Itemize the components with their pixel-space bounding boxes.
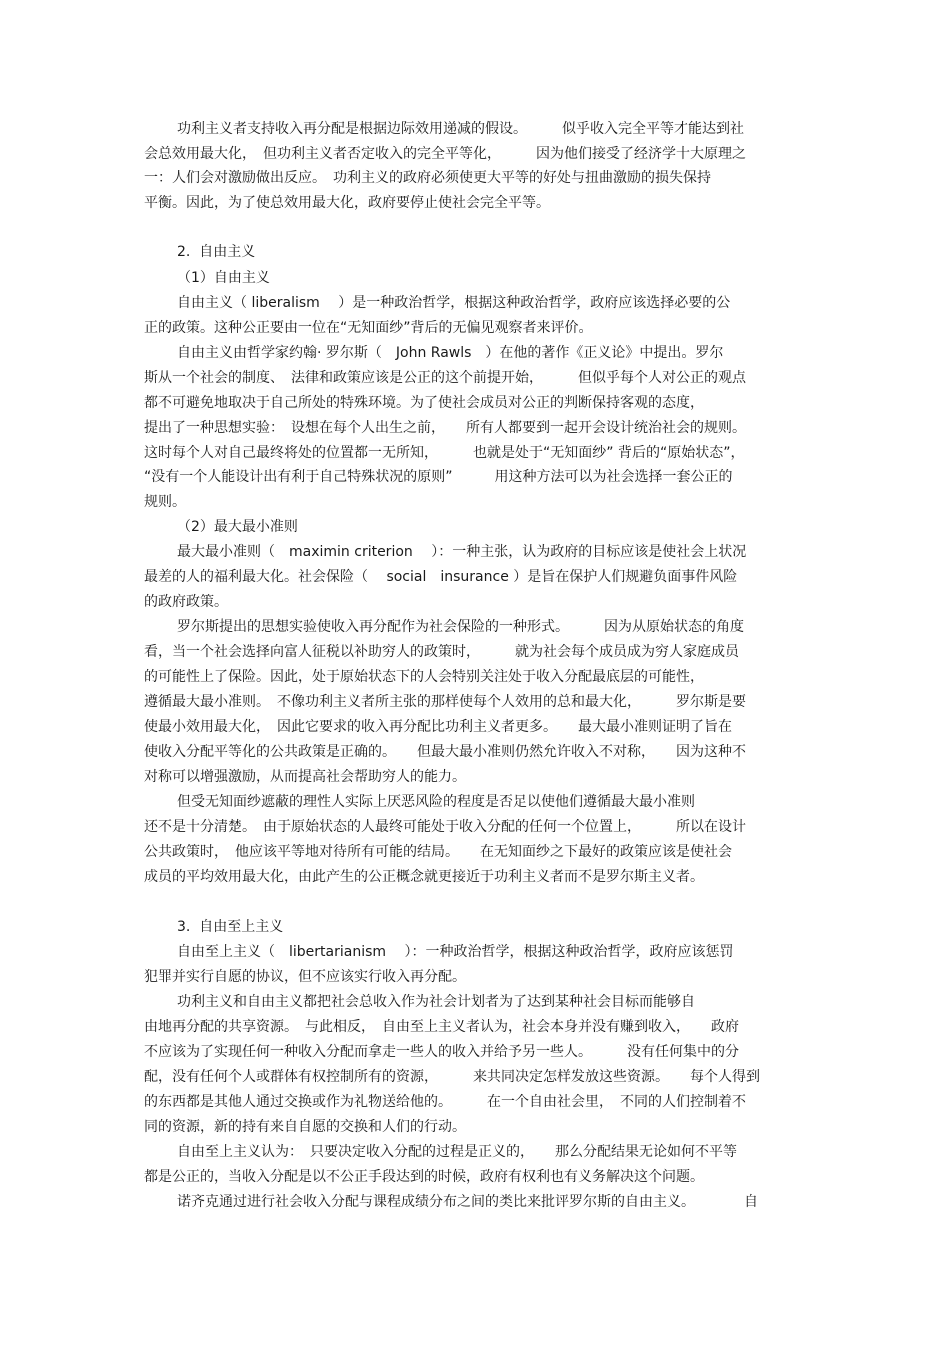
- paragraph-line: 同的资源，新的持有来自自愿的交换和人们的行动。: [144, 1119, 466, 1135]
- paragraph-line: 最差的人的福利最大化。社会保险（ social insurance ）是旨在保护人们规避负面事件风险: [144, 569, 738, 585]
- paragraph-line: 诺齐克通过进行社会收入分配与课程成绩分布之间的类比来批评罗尔斯的自由主义。 自: [177, 1194, 758, 1210]
- paragraph-line: 成员的平均效用最大化，由此产生的公正概念就更接近于功利主义者而不是罗尔斯主义者。: [144, 869, 704, 885]
- paragraph-line: 都不可避免地取决于自己所处的特殊环境。为了使社会成员对公正的判断保持客观的态度，: [144, 395, 704, 411]
- paragraph-line: 还不是十分清楚。 由于原始状态的人最终可能处于收入分配的任何一个位置上， 所以在设计: [144, 819, 746, 835]
- paragraph-line: “没有一个人能设计出有利于自己特殊状况的原则” 用这种方法可以为社会选择一套公正的: [144, 469, 733, 485]
- paragraph-line: 平衡。因此，为了使总效用最大化，政府要停止使社会完全平等。: [144, 195, 550, 211]
- paragraph-line: 犯罪并实行自愿的协议，但不应该实行收入再分配。: [144, 969, 466, 985]
- paragraph-line: 由地再分配的共享资源。 与此相反， 自由至上主义者认为，社会本身并没有赚到收入， 政府: [144, 1019, 739, 1035]
- paragraph-line: 看，当一个社会选择向富人征税以补助穷人的政策时， 就为社会每个成员成为穷人家庭成员: [144, 644, 739, 660]
- paragraph-line: 使最小效用最大化， 因此它要求的收入再分配比功利主义者更多。 最大最小准则证明了旨在: [144, 719, 732, 735]
- subsection-heading: （2）最大最小准则: [177, 519, 298, 535]
- paragraph-line: 斯从一个社会的制度、 法律和政策应该是公正的这个前提开始， 但似乎每个人对公正的观点: [144, 370, 746, 386]
- paragraph-line: 自由至上主义认为： 只要决定收入分配的过程是正义的， 那么分配结果无论如何不平等: [177, 1144, 737, 1160]
- paragraph-line: 配，没有任何个人或群体有权控制所有的资源， 来共同决定怎样发放这些资源。 每个人得到: [144, 1069, 760, 1085]
- paragraph-line: 会总效用最大化， 但功利主义者否定收入的完全平等化， 因为他们接受了经济学十大原理之: [144, 146, 746, 162]
- section-heading: 2. 自由主义: [177, 244, 256, 260]
- paragraph-line: 公共政策时， 他应该平等地对待所有可能的结局。 在无知面纱之下最好的政策应该是使社会: [144, 844, 732, 860]
- subsection-heading: （1）自由主义: [177, 270, 270, 286]
- paragraph-line: 罗尔斯提出的思想实验使收入再分配作为社会保险的一种形式。 因为从原始状态的角度: [177, 619, 744, 635]
- paragraph-line: 自由主义由哲学家约翰· 罗尔斯（ John Rawls ）在他的著作《正义论》中提出。罗尔: [177, 345, 724, 361]
- paragraph-line: 但受无知面纱遮蔽的理性人实际上厌恶风险的程度是否足以使他们遵循最大最小准则: [177, 794, 695, 810]
- paragraph-line: 使收入分配平等化的公共政策是正确的。 但最大最小准则仍然允许收入不对称， 因为这种不: [144, 744, 746, 760]
- paragraph-line: 正的政策。这种公正要由一位在“无知面纱”背后的无偏见观察者来评价。: [144, 320, 593, 336]
- paragraph-line: 一：人们会对激励做出反应。 功利主义的政府必须使更大平等的好处与扭曲激励的损失保持: [144, 170, 711, 186]
- section-heading: 3. 自由至上主义: [177, 919, 284, 935]
- paragraph-line: 这时每个人对自己最终将处的位置都一无所知， 也就是处于“无知面纱” 背后的“原始状态”，: [144, 445, 745, 461]
- paragraph-line: 的东西都是其他人通过交换或作为礼物送给他的。 在一个自由社会里， 不同的人们控制着不: [144, 1094, 746, 1110]
- paragraph-line: 功利主义者支持收入再分配是根据边际效用递减的假设。 似乎收入完全平等才能达到社: [177, 121, 744, 137]
- paragraph-line: 的可能性上了保险。因此，处于原始状态下的人会特别关注处于收入分配最底层的可能性，: [144, 669, 704, 685]
- paragraph-line: 功利主义和自由主义都把社会总收入作为社会计划者为了达到某种社会目标而能够自: [177, 994, 695, 1010]
- paragraph-line: 最大最小准则（ maximin criterion ）：一种主张，认为政府的目标应该是使社会上状况: [177, 544, 747, 560]
- paragraph-line: 提出了一种思想实验： 设想在每个人出生之前， 所有人都要到一起开会设计统治社会的规则。: [144, 420, 746, 436]
- paragraph-line: 的政府政策。: [144, 594, 228, 610]
- paragraph-line: 自由主义（ liberalism ）是一种政治哲学，根据这种政治哲学，政府应该选择必要的公: [177, 295, 731, 311]
- paragraph-line: 自由至上主义（ libertarianism ）：一种政治哲学，根据这种政治哲学，政府应该惩罚: [177, 944, 734, 960]
- paragraph-line: 都是公正的，当收入分配是以不公正手段达到的时候，政府有权利也有义务解决这个问题。: [144, 1169, 704, 1185]
- paragraph-line: 不应该为了实现任何一种收入分配而拿走一些人的收入并给予另一些人。 没有任何集中的分: [144, 1044, 739, 1060]
- paragraph-line: 规则。: [144, 494, 186, 510]
- paragraph-line: 对称可以增强激励，从而提高社会帮助穷人的能力。: [144, 769, 466, 785]
- paragraph-line: 遵循最大最小准则。 不像功利主义者所主张的那样使每个人效用的总和最大化， 罗尔斯是要: [144, 694, 746, 710]
